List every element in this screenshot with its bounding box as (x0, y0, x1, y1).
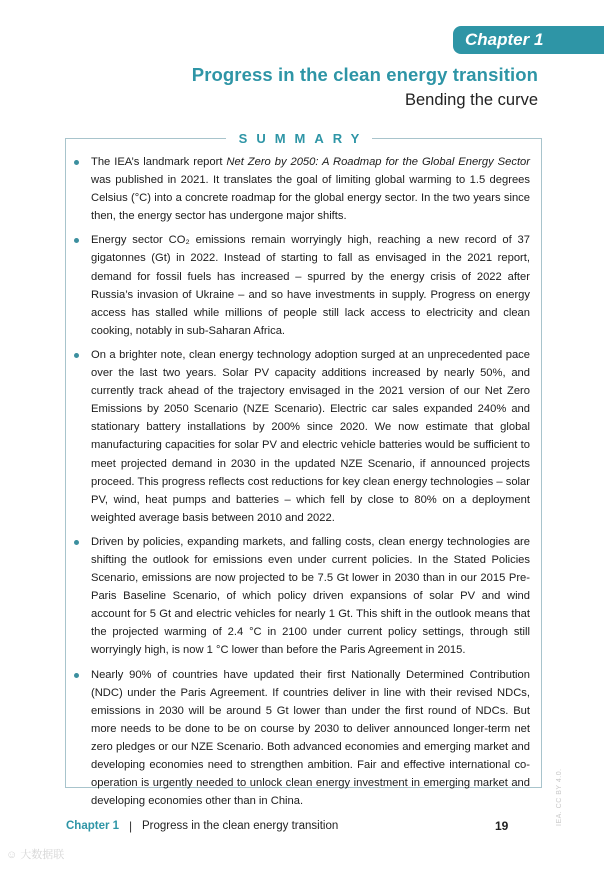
summary-heading: SUMMARY (226, 129, 372, 149)
bullet-text: The IEA’s landmark report (91, 156, 227, 168)
summary-bullet-list (72, 153, 530, 816)
report-title: Net Zero by 2050: A Roadmap for the Global Energy Sector (226, 156, 530, 168)
footer-separator: | (129, 819, 133, 833)
summary-bullet (72, 231, 530, 340)
bullet-dot-icon (74, 353, 79, 358)
summary-bullet (72, 153, 530, 225)
footer-title: Progress in the clean energy transition (142, 820, 339, 832)
watermark: ☺ 大数据联 (6, 849, 65, 861)
bullet-text: Driven by policies, expanding markets, and falling costs, clean energy technologies are shifting the outlook for emissions even under current policies. In the Stated Policies Scenario, emissions are now projected to be 7.5 Gt lower in 2030 than in our 2015 Pre-Paris Baseline Scenario, of which policy driven expansions of solar PV and wind account for 5 Gt and electric vehicles for nearly 1 Gt. This shift in the outlook means that the projected warming of 2.4 °C in 2100 under current policy settings, through still worryingly high, is now 1 °C lower than before the Paris Agreement in 2015. (91, 535, 530, 657)
summary-bullet (72, 666, 530, 811)
bullet-dot-icon (74, 540, 79, 545)
page-number: 19 (495, 819, 509, 833)
bullet-text: On a brighter note, clean energy technology adoption surged at an unprecedented pace over the last two years. Solar PV capacity additions increased by nearly 50%, and currently track ahead of the trajectory envisaged in the 2021 version of our Net Zero Emissions by 2050 Scenario (NZE Scenario). Electric car sales expanded 240% and stationary battery installations by 200% since 2020. We now estimate that global manufacturing capacities for solar PV and electric vehicle batteries would be sufficient to meet projected demand in 2030 in the updated NZE Scenario, if announced projects proceed. This progress reflects cost reductions for key clean energy technologies – solar PV, wind, heat pumps and batteries – which fell by close to 80% on a deployment weighted average basis between 2010 and 2022. (91, 348, 530, 524)
bullet-text: Energy sector CO₂ emissions remain worryingly high, reaching a new record of 37 gigatonnes (Gt) in 2022. Instead of starting to fall as envisaged in the 2021 report, demand for fossil fuels has increased – spurred by the energy crisis of 2022 after Russia’s invasion of Ukraine – and so have investments in supply. Progress on energy access has stalled while millions of people still lack access to electricity and clean cooking, notably in sub-Saharan Africa. (91, 234, 530, 337)
summary-bullet (72, 346, 530, 527)
license-note: IEA. CC BY 4.0. (556, 768, 563, 826)
footer-chapter: Chapter 1 (66, 820, 120, 832)
summary-bullet (72, 533, 530, 660)
bullet-dot-icon (74, 160, 79, 165)
chapter-tab: Chapter 1 (453, 26, 604, 54)
page-subtitle: Bending the curve (404, 91, 538, 109)
bullet-dot-icon (74, 238, 79, 243)
page-title: Progress in the clean energy transition (191, 64, 538, 85)
bullet-text: was published in 2021. It translates the goal of limiting global warming to 1.5 degrees Celsius (°C) into a concrete roadmap for the global energy sector. In the two years since then, the energy sector has undergone major shifts. (91, 174, 530, 223)
bullet-text: Nearly 90% of countries have updated their first Nationally Determined Contribution (NDC) under the Paris Agreement. If countries deliver in line with their revised NDCs, emissions in 2030 will be around 5 Gt lower than under the first round of NDCs. But more needs to be done to be on course by 2030 to deliver announced longer-term net zero pledges or our NZE Scenario. Both advanced economies and emerging market and developing economies need to strengthen ambition. Fair and effective international co-operation is urgently needed to unlock clean energy investment in emerging market and developing economies other than in China. (91, 668, 530, 808)
bullet-dot-icon (74, 673, 79, 678)
